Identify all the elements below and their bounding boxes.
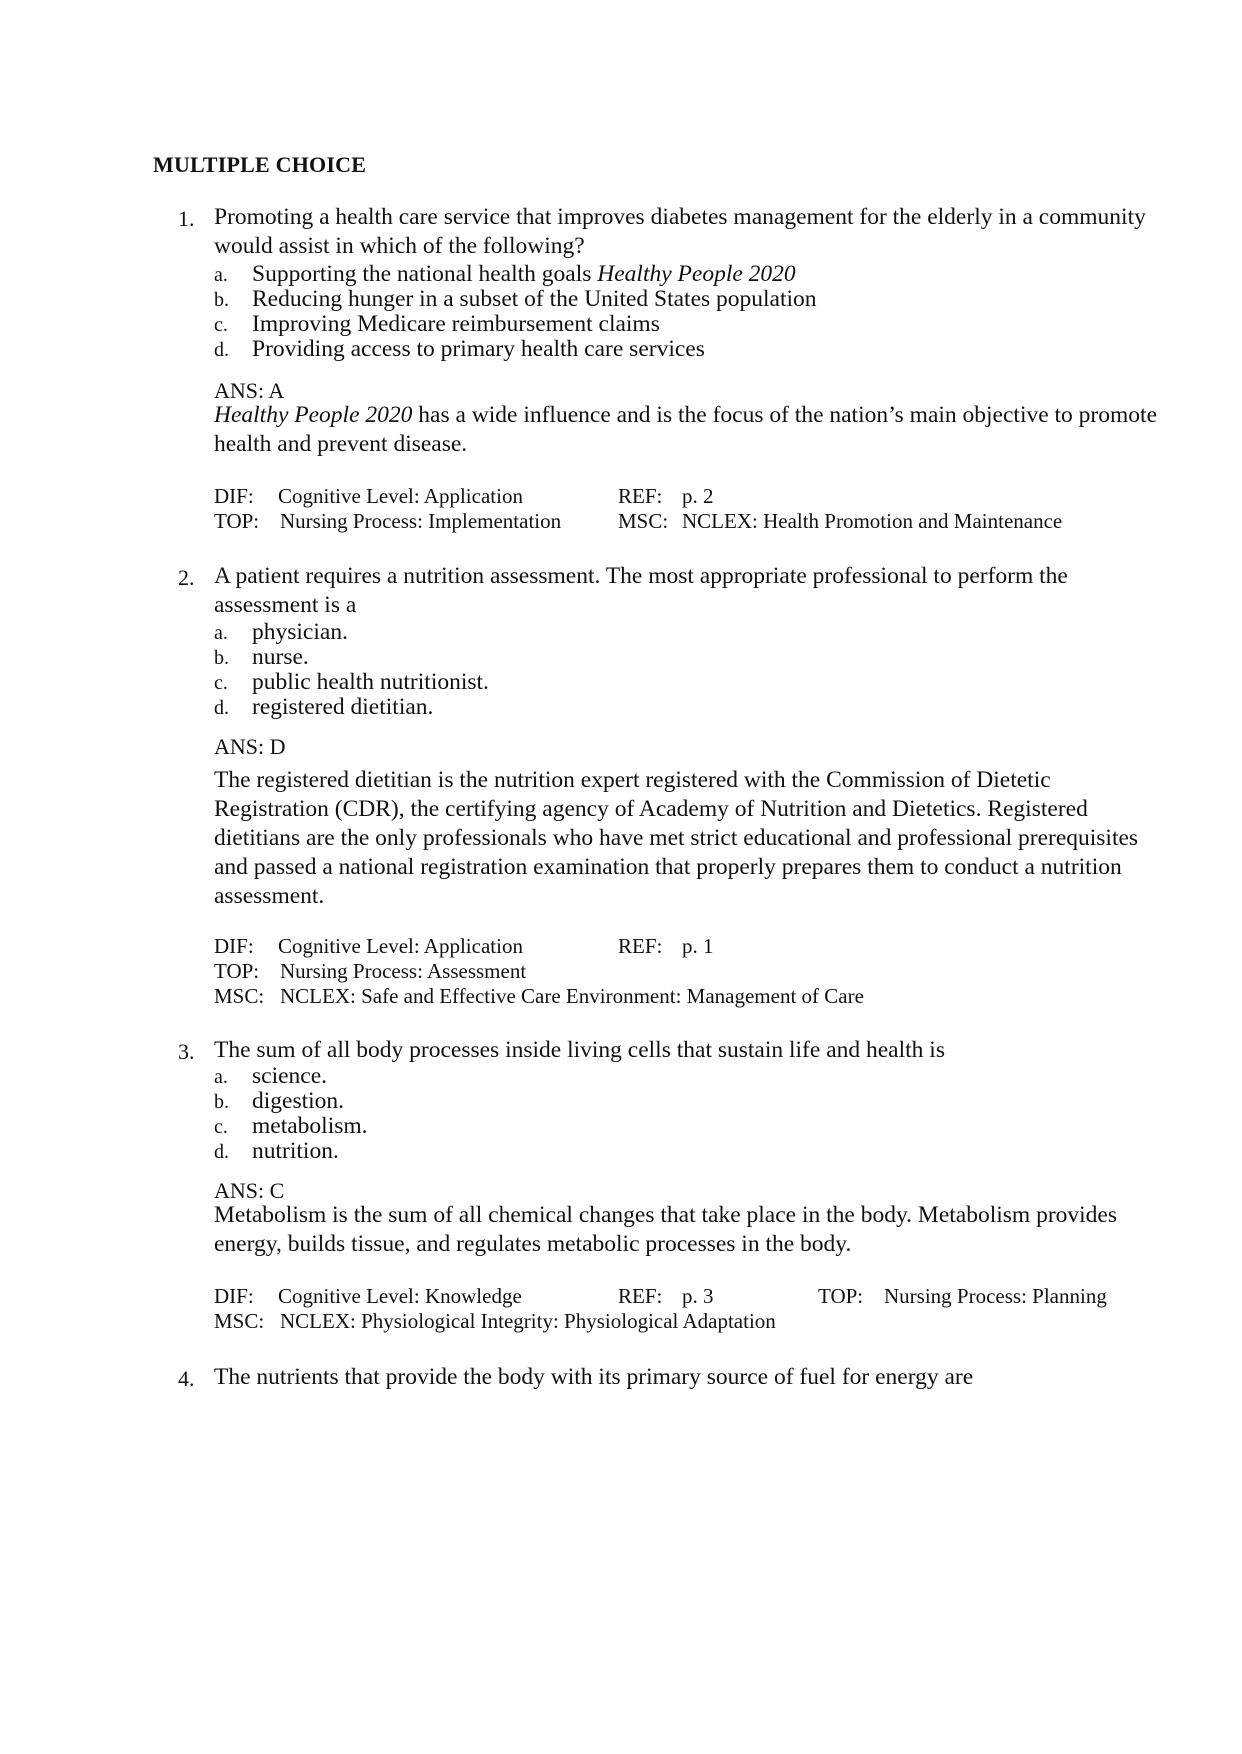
- rationale: The registered dietitian is the nutrition expert registered with the Commission of Dietetic Registration (CDR), the certifying agency of Academy of Nutrition and Dietetics. Registered dietitians are the only professionals who have met strict educational and professional prerequisites and passed a national registration examination that properly prepares them to conduct a nutrition assessment.: [214, 767, 1139, 909]
- answer: ANS: A: [214, 378, 285, 403]
- choice-text: Improving Medicare reimbursement claims: [252, 311, 660, 337]
- ref-value: p. 2: [682, 484, 714, 508]
- ref-value: p. 1: [682, 934, 714, 958]
- choice-letter: d.: [214, 339, 229, 361]
- choice-letter: c.: [214, 314, 228, 336]
- choice-letter: b.: [214, 289, 229, 311]
- dif-line: [214, 934, 523, 959]
- top-label: TOP:: [818, 1284, 864, 1308]
- question-number: 2.: [178, 565, 195, 590]
- top-value: Nursing Process: Planning: [884, 1284, 1107, 1308]
- dif-label: DIF:: [214, 934, 254, 958]
- question-number: 4.: [178, 1366, 195, 1391]
- choice-text: Supporting the national health goals: [252, 261, 598, 287]
- top-value: Nursing Process: Implementation: [280, 509, 562, 533]
- question-number: 1.: [178, 206, 195, 231]
- choice-d: [214, 695, 433, 721]
- question-stem: A patient requires a nutrition assessment. The most appropriate professional to perform the assessment is a: [214, 563, 1068, 618]
- choice-text: registered dietitian.: [252, 694, 434, 720]
- ref-line: [618, 1284, 714, 1309]
- choice-text-italic: Healthy People 2020: [597, 261, 796, 287]
- msc-line: [618, 509, 1062, 534]
- choice-text: Reducing hunger in a subset of the United States population: [252, 286, 817, 312]
- choice-letter: a.: [214, 264, 228, 286]
- question-number: 3.: [178, 1039, 195, 1064]
- answer: ANS: D: [214, 734, 286, 759]
- dif-value: Cognitive Level: Application: [278, 484, 523, 508]
- ref-label: REF:: [618, 934, 663, 958]
- choice-letter: d.: [214, 697, 229, 719]
- question-stem: The sum of all body processes inside living cells that sustain life and health is: [214, 1037, 945, 1063]
- choice-letter: a.: [214, 1066, 228, 1088]
- msc-value: NCLEX: Physiological Integrity: Physiological Adaptation: [280, 1309, 776, 1333]
- choice-letter: c.: [214, 672, 228, 694]
- choice-c: [214, 670, 489, 696]
- top-label: TOP:: [214, 959, 260, 983]
- ref-line: [618, 934, 714, 959]
- rationale: Metabolism is the sum of all chemical changes that take place in the body. Metabolism provides energy, builds tissue, and regulates metabolic processes in the body.: [214, 1202, 1117, 1257]
- top-label: TOP:: [214, 509, 260, 533]
- choice-text: physician.: [252, 619, 348, 645]
- choice-letter: a.: [214, 622, 228, 644]
- section-title: MULTIPLE CHOICE: [153, 152, 367, 177]
- msc-line: [214, 1309, 776, 1334]
- msc-line: [214, 984, 864, 1009]
- choice-text: science.: [252, 1063, 328, 1089]
- choice-letter: b.: [214, 1091, 229, 1113]
- top-value: Nursing Process: Assessment: [280, 959, 527, 983]
- msc-value: NCLEX: Safe and Effective Care Environment: Management of Care: [280, 984, 864, 1008]
- choice-text: Providing access to primary health care services: [252, 336, 705, 362]
- top-line: [214, 509, 561, 534]
- top-line: [214, 959, 526, 984]
- choice-text: digestion.: [252, 1088, 345, 1114]
- top-line: [818, 1284, 1107, 1309]
- dif-label: DIF:: [214, 484, 254, 508]
- ref-label: REF:: [618, 484, 663, 508]
- dif-line: [214, 1284, 522, 1309]
- msc-label: MSC:: [214, 1309, 265, 1333]
- dif-line: [214, 484, 523, 509]
- rationale: [214, 401, 1164, 459]
- choice-text: nutrition.: [252, 1138, 339, 1164]
- choice-letter: c.: [214, 1116, 228, 1138]
- choice-a: [214, 1064, 327, 1090]
- msc-label: MSC:: [618, 509, 669, 533]
- choice-b: [214, 645, 309, 671]
- choice-letter: b.: [214, 647, 229, 669]
- question-stem: Promoting a health care service that improves diabetes management for the elderly in a community would assist in which of the following?: [214, 204, 1146, 259]
- choice-a: [214, 262, 796, 288]
- ref-label: REF:: [618, 1284, 663, 1308]
- dif-label: DIF:: [214, 1284, 254, 1308]
- dif-value: Cognitive Level: Application: [278, 934, 523, 958]
- choice-text: metabolism.: [252, 1113, 368, 1139]
- ref-value: p. 3: [682, 1284, 714, 1308]
- answer: ANS: C: [214, 1178, 285, 1203]
- choice-a: [214, 620, 348, 646]
- rationale-italic: Healthy People 2020: [214, 402, 413, 428]
- ref-line: [618, 484, 714, 509]
- choice-text: nurse.: [252, 644, 309, 670]
- choice-d: [214, 337, 705, 363]
- rationale-text: has a wide influence and is the focus of the nation’s main objective to promote health and prevent disease.: [214, 402, 1158, 457]
- choice-c: [214, 1114, 368, 1140]
- msc-value: NCLEX: Health Promotion and Maintenance: [682, 509, 1063, 533]
- dif-value: Cognitive Level: Knowledge: [278, 1284, 522, 1308]
- choice-c: [214, 312, 660, 338]
- msc-label: MSC:: [214, 984, 265, 1008]
- choice-letter: d.: [214, 1141, 229, 1163]
- choice-b: [214, 287, 817, 313]
- choice-d: [214, 1139, 339, 1165]
- choice-b: [214, 1089, 344, 1115]
- choice-text: public health nutritionist.: [252, 669, 489, 695]
- question-stem: The nutrients that provide the body with its primary source of fuel for energy are: [214, 1364, 974, 1390]
